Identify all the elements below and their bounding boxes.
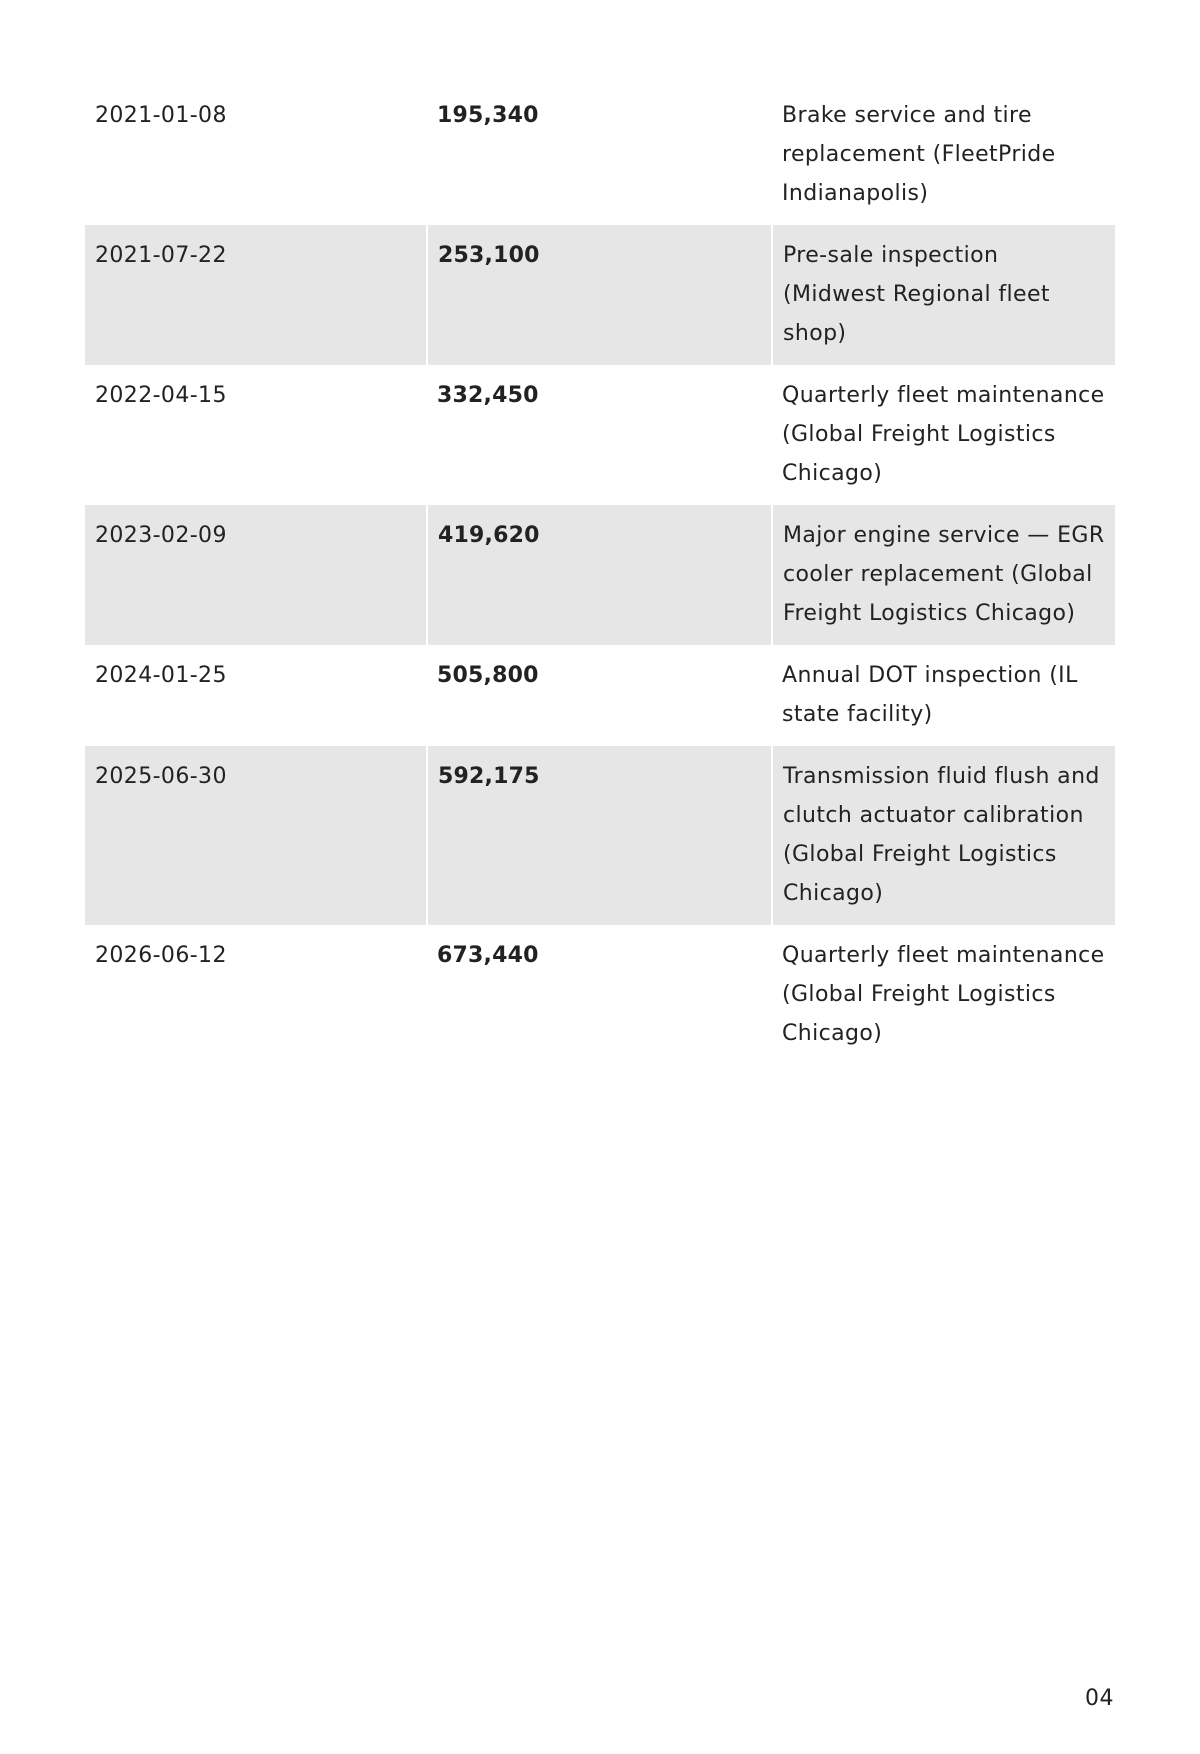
odometer-cell: 332,450 xyxy=(437,383,539,408)
table-row xyxy=(85,85,1115,225)
date-cell: 2025-06-30 xyxy=(85,746,427,925)
odometer-cell: 673,440 xyxy=(437,943,539,968)
description-cell: Major engine service — EGR cooler replacement (Global Freight Logistics Chicago) xyxy=(772,505,1115,645)
description-cell: Brake service and tire replacement (FleetPride Indianapolis) xyxy=(782,103,1056,206)
odometer-cell: 419,620 xyxy=(427,505,772,645)
service-log-table xyxy=(85,85,1115,1065)
description-cell: Quarterly fleet maintenance (Global Freight Logistics Chicago) xyxy=(782,383,1105,486)
date-cell: 2022-04-15 xyxy=(95,383,227,408)
description-cell: Transmission fluid flush and clutch actuator calibration (Global Freight Logistics Chicago) xyxy=(772,746,1115,925)
table-row xyxy=(85,225,1115,365)
description-cell: Quarterly fleet maintenance (Global Freight Logistics Chicago) xyxy=(782,943,1105,1046)
odometer-cell: 253,100 xyxy=(427,225,772,365)
date-cell: 2021-07-22 xyxy=(85,225,427,365)
page-number: 04 xyxy=(1085,1686,1114,1711)
table-row xyxy=(85,925,1115,1065)
odometer-cell: 195,340 xyxy=(437,103,539,128)
odometer-cell: 505,800 xyxy=(437,663,539,688)
table-row xyxy=(85,365,1115,505)
date-cell: 2023-02-09 xyxy=(85,505,427,645)
table-row xyxy=(85,746,1115,925)
table-row xyxy=(85,505,1115,645)
date-cell: 2021-01-08 xyxy=(95,103,227,128)
date-cell: 2024-01-25 xyxy=(95,663,227,688)
date-cell: 2026-06-12 xyxy=(95,943,227,968)
description-cell: Annual DOT inspection (IL state facility) xyxy=(782,663,1078,727)
table-row xyxy=(85,645,1115,746)
odometer-cell: 592,175 xyxy=(427,746,772,925)
description-cell: Pre-sale inspection (Midwest Regional fleet shop) xyxy=(772,225,1115,365)
